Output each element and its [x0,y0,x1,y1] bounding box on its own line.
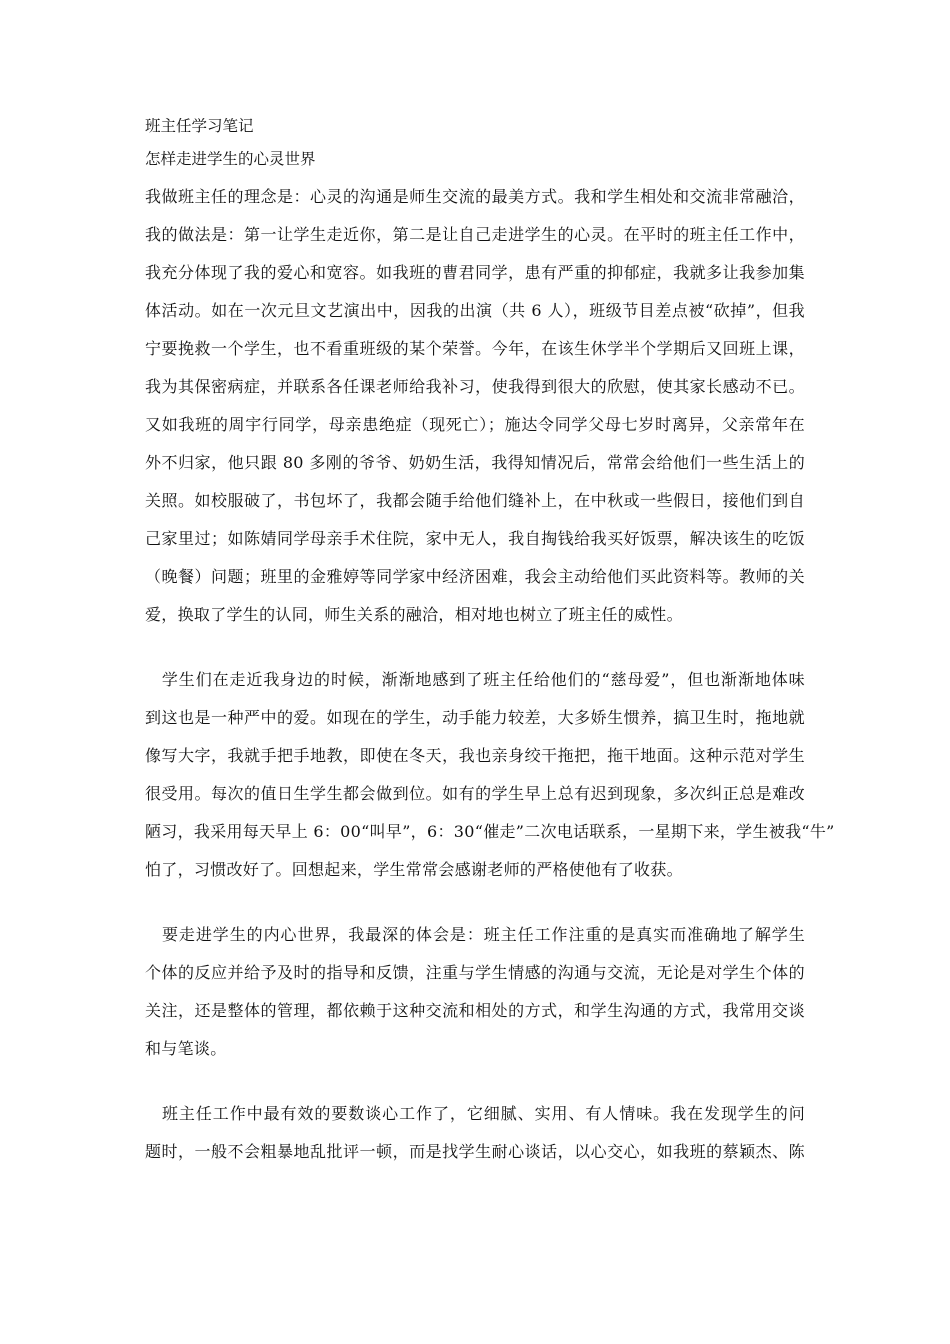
paragraph-3-line: 要走进学生的内心世界，我最深的体会是：班主任工作注重的是真实而准确地了解学生 [145,925,805,944]
paragraph-1-line: 爱，换取了学生的认同，师生关系的融洽，相对地也树立了班主任的威性。 [145,605,683,624]
paragraph-4-line: 班主任工作中最有效的要数谈心工作了，它细腻、实用、有人情味。我在发现学生的问 [145,1104,805,1123]
paragraph-1-line: 体活动。如在一次元旦文艺演出中，因我的出演（共 6 人），班级节目差点被“砍掉”，但我 [145,301,805,320]
document-subtitle: 怎样走进学生的心灵世界 [145,150,316,168]
paragraph-4-line: 题时，一般不会粗暴地乱批评一顿，而是找学生耐心谈话，以心交心，如我班的蔡颖杰、陈 [145,1142,805,1161]
paragraph-2-line: 像写大字，我就手把手地教，即使在冬天，我也亲身绞干拖把，拖干地面。这种示范对学生 [145,746,805,765]
paragraph-1-line: 我为其保密病症，并联系各任课老师给我补习，使我得到很大的欣慰，使其家长感动不已。 [145,377,805,396]
paragraph-2-line: 到这也是一种严中的爱。如现在的学生，动手能力较差，大多娇生惯养，搞卫生时，拖地就 [145,708,805,727]
paragraph-1-line: 外不归家，他只跟 80 多刚的爷爷、奶奶生活，我得知情况后，常常会给他们一些生活上的 [145,453,805,472]
paragraph-1-line: 己家里过；如陈婧同学母亲手术住院，家中无人，我自掏钱给我买好饭票，解决该生的吃饭 [145,529,805,548]
paragraph-1-line: 我充分体现了我的爱心和宽容。如我班的曹君同学，患有严重的抑郁症，我就多让我参加集 [145,263,805,282]
paragraph-3-line: 和与笔谈。 [145,1039,227,1058]
paragraph-2-line: 怕了，习惯改好了。回想起来，学生常常会感谢老师的严格使他有了收获。 [145,860,683,879]
paragraph-3-line: 关注，还是整体的管理，都依赖于这种交流和相处的方式，和学生沟通的方式，我常用交谈 [145,1001,805,1020]
paragraph-2-line: 陋习，我采用每天早上 6：00“叫早”，6：30“催走”二次电话联系，一星期下来，学生被我“牛” [145,822,835,841]
paragraph-1-line: 我的做法是：第一让学生走近你，第二是让自己走进学生的心灵。在平时的班主任工作中， [145,225,805,244]
document-title: 班主任学习笔记 [145,117,254,135]
paragraph-2-line: 很受用。每次的值日生学生都会做到位。如有的学生早上总有迟到现象，多次纠正总是难改 [145,784,805,803]
paragraph-1-line: 关照。如校服破了，书包坏了，我都会随手给他们缝补上，在中秋或一些假日，接他们到自 [145,491,805,510]
paragraph-1-line: （晚餐）问题；班里的金雅婷等同学家中经济困难，我会主动给他们买此资料等。教师的关 [145,567,805,586]
paragraph-1-line: 宁要挽救一个学生，也不看重班级的某个荣誉。今年，在该生休学半个学期后又回班上课， [145,339,805,358]
paragraph-3-line: 个体的反应并给予及时的指导和反馈，注重与学生情感的沟通与交流，无论是对学生个体的 [145,963,805,982]
paragraph-1-line: 又如我班的周宇行同学，母亲患绝症（现死亡）；施达令同学父母七岁时离异，父亲常年在 [145,415,805,434]
paragraph-2-line: 学生们在走近我身边的时候，渐渐地感到了班主任给他们的“慈母爱”，但也渐渐地体味 [145,670,805,689]
paragraph-1-line: 我做班主任的理念是：心灵的沟通是师生交流的最美方式。我和学生相处和交流非常融洽， [145,187,805,206]
